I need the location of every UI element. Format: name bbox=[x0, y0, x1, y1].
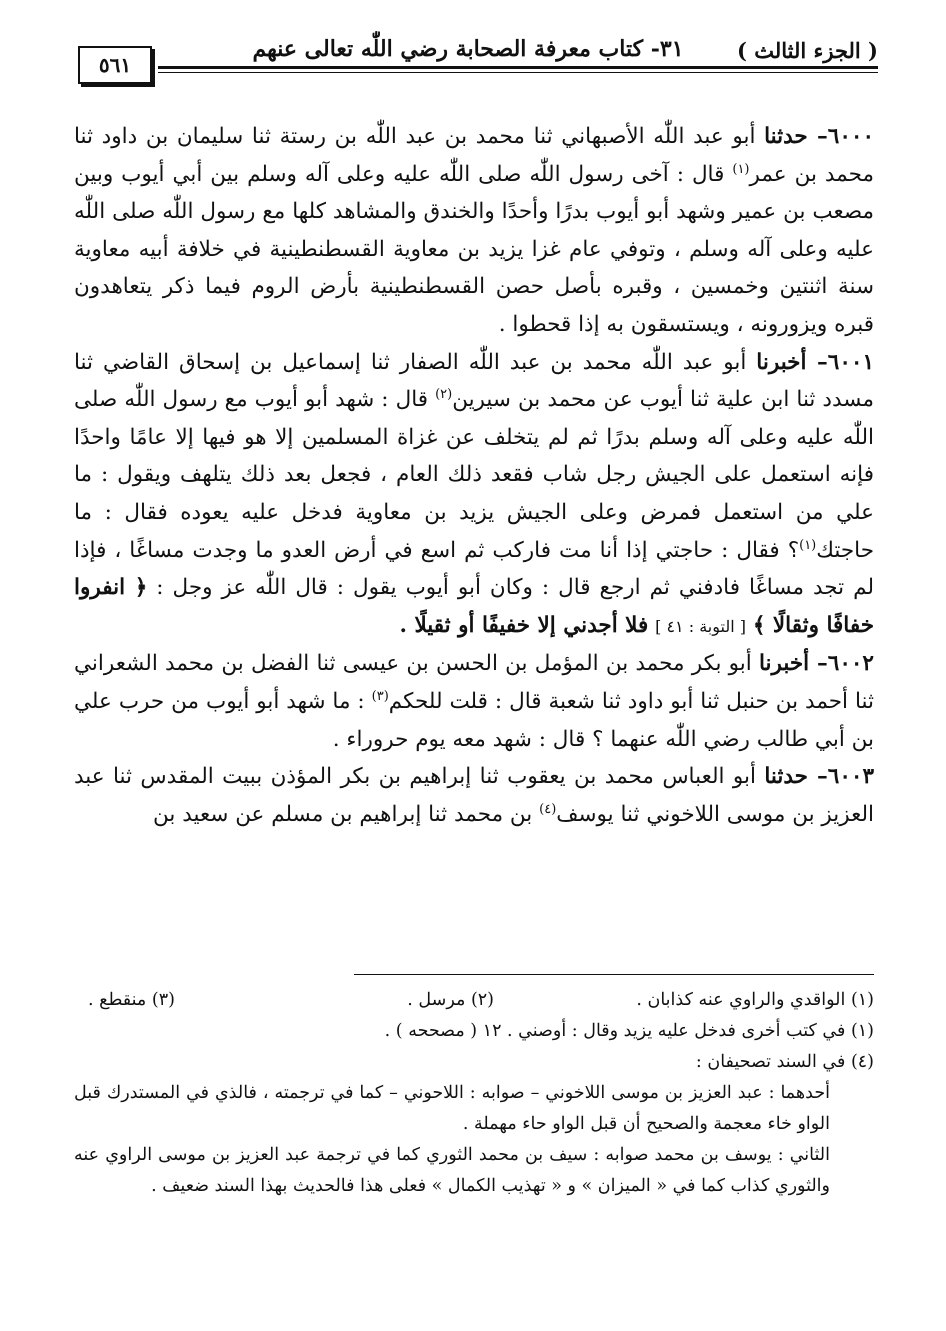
hadith-lead: حدثنا bbox=[764, 764, 808, 790]
hadith-6002: ٦٠٠٢– أخبرنا أبو بكر محمد بن المؤمل بن الحسن بن عيسى ثنا الفضل بن محمد الشعراني ثنا أحمد بن حنبل ثنا أبو داود ثنا شعبة قال : قلت للحكم$^{(٣)}$ : ما شهد أبو أيوب من حرب علي بن أبي طالب رضي اللّٰه عنهما ؟ قال : شهد معه يوم حروراء . bbox=[74, 651, 874, 752]
hadith-text: فلا أجدني إلا خفيفًا أو ثقيلًا . bbox=[399, 612, 649, 638]
header-rule bbox=[158, 66, 878, 69]
hadith-number: ٦٠٠٢ bbox=[827, 651, 874, 677]
footnote-4-body bbox=[74, 1078, 874, 1202]
footnote-1b bbox=[74, 1016, 874, 1047]
footnote-ref: (٣) bbox=[371, 688, 389, 704]
hadith-text: قال : آخى رسول اللّٰه صلى اللّٰه عليه وعلى آله وسلم بين أبي أيوب وبين مصعب بن عمير وشهد أبو أيوب بدرًا وأحدًا والخندق والمشاهد كلها مع رسول اللّٰه صلى اللّٰه عليه وعلى آله وسلم ، وتوفي عام غزا يزيد بن معاوية القسطنطينية في خلافة أبيه معاوية سنة اثنتين وخمسين ، وقبره بأصل حصن القسطنطينية بأرض الروم فيما ذكر يتعاهدون قبره ويزورونه ، ويستسقون به إذا قحطوا . bbox=[74, 161, 874, 337]
footnote-text: منقطع . bbox=[88, 990, 147, 1010]
footnote-row bbox=[74, 985, 874, 1016]
page-number: ٥٦١ bbox=[78, 46, 152, 84]
hadith-6003: ٦٠٠٣– حدثنا أبو العباس محمد بن يعقوب ثنا إبراهيم بن بكر المؤذن ببيت المقدس ثنا عبد العزيز بن موسى اللاخوني ثنا يوسف$^{(٤)}$ بن محمد ثنا إبراهيم بن مسلم عن سعيد بن bbox=[74, 764, 874, 827]
footnote-4-para-1: أحدهما : عبد العزيز بن موسى اللاخوني – صوابه : اللاحوني – كما في ترجمته ، فالذي في المستدرك قبل الواو خاء معجمة والصحيح أن قبل الواو حاء مهملة . bbox=[74, 1083, 830, 1134]
hadith-number: ٦٠٠٠ bbox=[827, 124, 874, 149]
footnotes bbox=[74, 985, 874, 1202]
footnote-separator bbox=[354, 974, 874, 975]
footnote-2 bbox=[407, 985, 494, 1016]
hadith-6001: ٦٠٠١– أخبرنا أبو عبد اللّٰه محمد بن عبد اللّٰه الصفار ثنا إسماعيل بن إسحاق القاضي ثنا مسدد ثنا ابن علية ثنا أيوب عن محمد بن سيرين$^{(٢)}$ قال : شهد أبو أيوب مع رسول اللّٰه صلى اللّٰه عليه وعلى آله وسلم بدرًا ثم لم يتخلف عن غزاة المسلمين إلا هو فيها إلا عامًا واحدًا فإنه استعمل على الجيش رجل شاب فقعد ذلك العام ، فجعل بعد ذلك يتلهف ويقول : ما علي من استعمل فمرض وعلى الجيش يزيد بن معاوية فدخل عليه يعوده فقال : ما حاجتك$^{(١)}$؟ فقال : حاجتي إذا أنا مت فاركب ثم اسع في أرض العدو ما وجدت مساغًا ، فإذا لم تجد مساغًا فادفني ثم ارجع قال : وكان أبو أيوب يقول : قال اللّٰه عز وجل : ﴿ انفروا خفافًا وثقالًا ﴾ [ التوبة : ٤١ ] فلا أجدني إلا خفيفًا أو ثقيلًا . bbox=[74, 349, 874, 638]
hadith-lead: حدثنا bbox=[764, 124, 808, 149]
quran-verse: ﴿ انفروا خفافًا وثقالًا ﴾ bbox=[74, 575, 874, 638]
main-text bbox=[74, 118, 874, 833]
hadith-text: بن محمد ثنا إبراهيم بن مسلم عن سعيد بن bbox=[153, 801, 533, 827]
footnote-1 bbox=[636, 985, 874, 1016]
footnote-text: الواقدي والراوي عنه كذابان . bbox=[636, 990, 846, 1010]
hadith-text: قال : شهد أبو أيوب مع رسول اللّٰه صلى اللّٰه عليه وعلى آله وسلم بدرًا ثم لم يتخلف عن غزاة المسلمين إلا هو فيها إلا عامًا واحدًا فإنه استعمل على الجيش رجل شاب فقعد ذلك العام ، فجعل بعد ذلك يتلهف ويقول : ما علي من استعمل فمرض وعلى الجيش يزيد بن معاوية فدخل عليه يعوده فقال : ما حاجتك bbox=[74, 387, 874, 563]
footnote-ref: (٤) bbox=[539, 801, 557, 817]
chapter-title: ٣١- كتاب معرفة الصحابة رضي اللّٰه تعالى عنهم bbox=[252, 36, 684, 62]
footnote-number: (١) bbox=[850, 1021, 874, 1041]
hadith-text: أبو العباس محمد بن يعقوب ثنا إبراهيم بن بكر المؤذن ببيت المقدس ثنا عبد العزيز بن موسى اللاخوني ثنا يوسف bbox=[74, 764, 874, 827]
footnote-3 bbox=[88, 985, 175, 1016]
hadith-text: أبو بكر محمد بن المؤمل بن الحسن بن عيسى ثنا الفضل بن محمد الشعراني ثنا أحمد بن حنبل ثنا أبو داود ثنا شعبة قال : قلت للحكم bbox=[74, 651, 874, 714]
footnote-4 bbox=[74, 1047, 874, 1078]
footnote-text: في السند تصحيفان : bbox=[695, 1052, 846, 1072]
running-header bbox=[78, 36, 878, 96]
footnote-ref: (١) bbox=[799, 537, 817, 553]
hadith-text: ؟ فقال : حاجتي إذا أنا مت فاركب ثم اسع في أرض العدو ما وجدت مساغًا ، فإذا لم تجد مساغًا فادفني ثم ارجع قال : وكان أبو أيوب يقول : قال اللّٰه عز وجل : bbox=[74, 537, 874, 601]
hadith-6000: ٦٠٠٠– حدثنا أبو عبد اللّٰه الأصبهاني ثنا محمد بن عبد اللّٰه بن رستة ثنا سليمان بن داود ثنا محمد بن عمر$^{(١)}$ قال : آخى رسول اللّٰه صلى اللّٰه عليه وعلى آله وسلم بين أبي أيوب وبين مصعب بن عمير وشهد أبو أيوب بدرًا وأحدًا والخندق والمشاهد كلها مع رسول اللّٰه صلى اللّٰه عليه وعلى آله وسلم ، وتوفي عام غزا يزيد بن معاوية القسطنطينية في خلافة أبيه معاوية سنة اثنتين وخمسين ، وقبره بأصل حصن القسطنطينية بأرض الروم فيما ذكر يتعاهدون قبره ويزورونه ، ويستسقون به إذا قحطوا . bbox=[74, 124, 874, 337]
quran-reference: [ التوبة : ٤١ ] bbox=[655, 616, 746, 636]
hadith-text: أبو عبد اللّٰه محمد بن عبد اللّٰه الصفار ثنا إسماعيل بن إسحاق القاضي ثنا مسدد ثنا ابن علية ثنا أيوب عن محمد بن سيرين bbox=[74, 349, 874, 413]
hadith-lead: أخبرنا bbox=[758, 651, 810, 677]
hadith-lead: أخبرنا bbox=[756, 349, 807, 375]
footnote-text: في كتب أخرى فدخل عليه يزيد وقال : أوصني . ١٢ ( مصححه ) . bbox=[384, 1021, 846, 1041]
hadith-number: ٦٠٠٣ bbox=[827, 764, 874, 790]
header-rule-thin bbox=[158, 72, 878, 73]
footnote-number: (٣) bbox=[151, 990, 175, 1010]
footnote-text: مرسل . bbox=[407, 990, 466, 1010]
hadith-number: ٦٠٠١ bbox=[827, 349, 874, 375]
hadith-text: : ما شهد أبو أيوب من حرب علي بن أبي طالب رضي اللّٰه عنهما ؟ قال : شهد معه يوم حروراء . bbox=[74, 688, 874, 752]
volume-label: ( الجزء الثالث ) bbox=[736, 38, 878, 63]
footnote-4-para-2: الثاني : يوسف بن محمد صوابه : سيف بن محمد الثوري كما في ترجمة عبد العزيز بن موسى الراوي عنه والثوري كذاب كما في « الميزان » و « تهذيب الكمال » فعلى هذا فالحديث بهذا السند ضعيف . bbox=[74, 1145, 830, 1196]
footnote-number: (٢) bbox=[470, 990, 494, 1010]
footnote-ref: (١) bbox=[732, 161, 750, 177]
footnote-number: (٤) bbox=[850, 1052, 874, 1072]
hadith-text: أبو عبد اللّٰه الأصبهاني ثنا محمد بن عبد اللّٰه بن رستة ثنا سليمان بن داود ثنا محمد بن عمر bbox=[74, 124, 874, 187]
footnote-number: (١) bbox=[850, 990, 874, 1010]
footnote-ref: (٢) bbox=[435, 387, 453, 402]
